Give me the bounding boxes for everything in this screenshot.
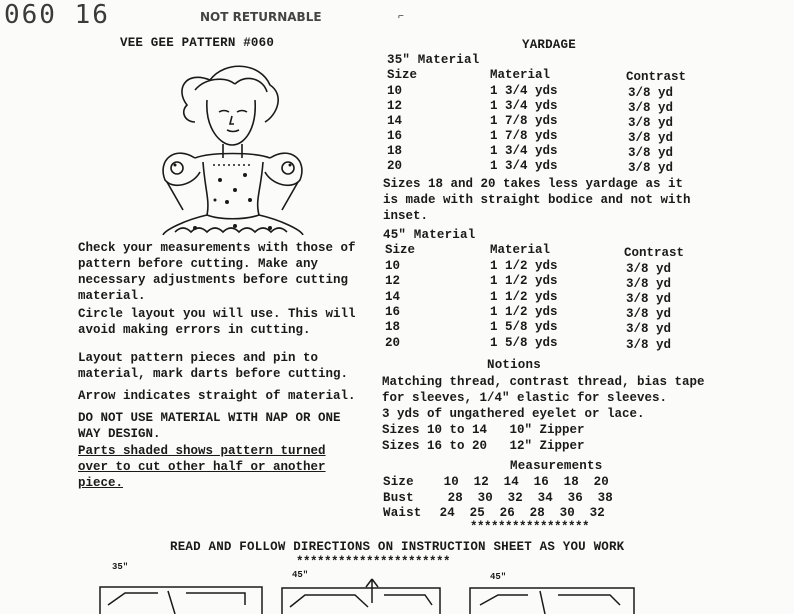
table-row: 14: [387, 114, 403, 128]
table-row: 10: [385, 259, 401, 273]
measurements-size-row: Size 10 12 14 16 18 20: [383, 475, 609, 489]
table-cell: 3/8 yd: [628, 161, 674, 175]
pattern-piece: [384, 595, 432, 605]
instruction-arrow: Arrow indicates straight of material.: [78, 389, 356, 403]
pattern-piece: [186, 593, 245, 605]
table-cell: 3/8 yd: [628, 131, 674, 145]
table-cell: 3/8 yd: [626, 292, 672, 306]
col-material: Material: [490, 243, 551, 257]
table-row: 10: [387, 84, 403, 98]
stamp-number: 060 16: [4, 0, 110, 30]
table-cell: 3/8 yd: [628, 101, 674, 115]
section-45-title: 45" Material: [383, 228, 476, 242]
table-cell: 1 3/4 yds: [490, 84, 558, 98]
footer-stars: **********************: [296, 555, 451, 569]
col-size: Size: [387, 68, 418, 82]
pattern-title: VEE GEE PATTERN #060: [120, 36, 275, 50]
notions-list: Matching thread, contrast thread, bias tape for sleeves, 1/4" elastic for sleeves. 3 yds of ungathered eyelet or lace. Sizes 10 to 14 10" Zipper Sizes 16 to 20 12" Zipper: [382, 375, 705, 453]
table-row: 20: [385, 336, 401, 350]
pattern-piece: [480, 595, 528, 605]
arrow-icon: [366, 579, 378, 603]
measurements-bust-row: Bust 28 30 32 34 36 38: [383, 491, 613, 505]
yardage-note: Sizes 18 and 20 takes less yardage as it is made with straight bodice and not with inset.: [383, 177, 691, 223]
instruction-measure: Check your measurements with those of pattern before cutting. Make any necessary adjustments before cutting material.: [78, 241, 356, 303]
table-row: 16: [385, 305, 401, 319]
mark-icon: ⌐: [398, 12, 405, 23]
table-cell: 3/8 yd: [626, 338, 672, 352]
table-cell: 3/8 yd: [626, 277, 672, 291]
pattern-piece: [558, 595, 620, 605]
table-row: 18: [385, 320, 401, 334]
read-follow-instructions: READ AND FOLLOW DIRECTIONS ON INSTRUCTION SHEET AS YOU WORK: [170, 540, 625, 554]
table-cell: 1 5/8 yds: [490, 336, 558, 350]
instruction-shaded: Parts shaded shows pattern turned over to cut other half or another piece.: [78, 444, 326, 490]
instruction-nap: DO NOT USE MATERIAL WITH NAP OR ONE WAY DESIGN.: [78, 411, 341, 441]
instruction-circle-layout: Circle layout you will use. This will avoid making errors in cutting.: [78, 307, 356, 337]
section-35-title: 35" Material: [387, 53, 480, 67]
layout-45b-outline: [470, 588, 634, 614]
fashion-illustration: [95, 50, 375, 235]
table-cell: 1 7/8 yds: [490, 114, 558, 128]
table-cell: 1 3/4 yds: [490, 144, 558, 158]
measurements-waist-row: Waist 24 25 26 28 30 32: [383, 506, 605, 520]
table-cell: 1 1/2 yds: [490, 274, 558, 288]
layout-label-45b: 45": [490, 572, 507, 582]
table-cell: 1 3/4 yds: [490, 159, 558, 173]
table-row: 12: [387, 99, 403, 113]
table-cell: 3/8 yd: [628, 86, 674, 100]
cutting-layouts: [0, 575, 794, 614]
pattern-piece: [168, 591, 175, 614]
table-cell: 1 1/2 yds: [490, 290, 558, 304]
col-size: Size: [385, 243, 416, 257]
pattern-piece: [540, 591, 545, 614]
table-row: 12: [385, 274, 401, 288]
table-cell: 3/8 yd: [628, 146, 674, 160]
table-cell: 1 5/8 yds: [490, 320, 558, 334]
measurements-title: Measurements: [510, 459, 603, 473]
col-material: Material: [490, 68, 551, 82]
layout-label-45a: 45": [292, 570, 309, 580]
pattern-piece: [290, 595, 368, 607]
not-returnable-stamp: NOT RETURNABLE: [200, 10, 322, 24]
layout-35-outline: [100, 587, 262, 614]
layout-label-35: 35": [112, 562, 129, 572]
table-cell: 3/8 yd: [628, 116, 674, 130]
table-row: 16: [387, 129, 403, 143]
table-cell: 1 1/2 yds: [490, 259, 558, 273]
table-row: 20: [387, 159, 403, 173]
table-row: 14: [385, 290, 401, 304]
instruction-pin: Layout pattern pieces and pin to material, mark darts before cutting.: [78, 351, 349, 381]
table-cell: 3/8 yd: [626, 262, 672, 276]
table-cell: 1 3/4 yds: [490, 99, 558, 113]
table-cell: 3/8 yd: [626, 322, 672, 336]
measurements-stars: *****************: [470, 520, 590, 534]
notions-title: Notions: [487, 358, 541, 372]
col-contrast: Contrast: [626, 70, 687, 84]
table-row: 18: [387, 144, 403, 158]
table-cell: 3/8 yd: [626, 307, 672, 321]
table-cell: 1 7/8 yds: [490, 129, 558, 143]
pattern-piece: [108, 593, 158, 605]
yardage-title: YARDAGE: [522, 38, 576, 52]
table-cell: 1 1/2 yds: [490, 305, 558, 319]
col-contrast: Contrast: [624, 246, 685, 260]
